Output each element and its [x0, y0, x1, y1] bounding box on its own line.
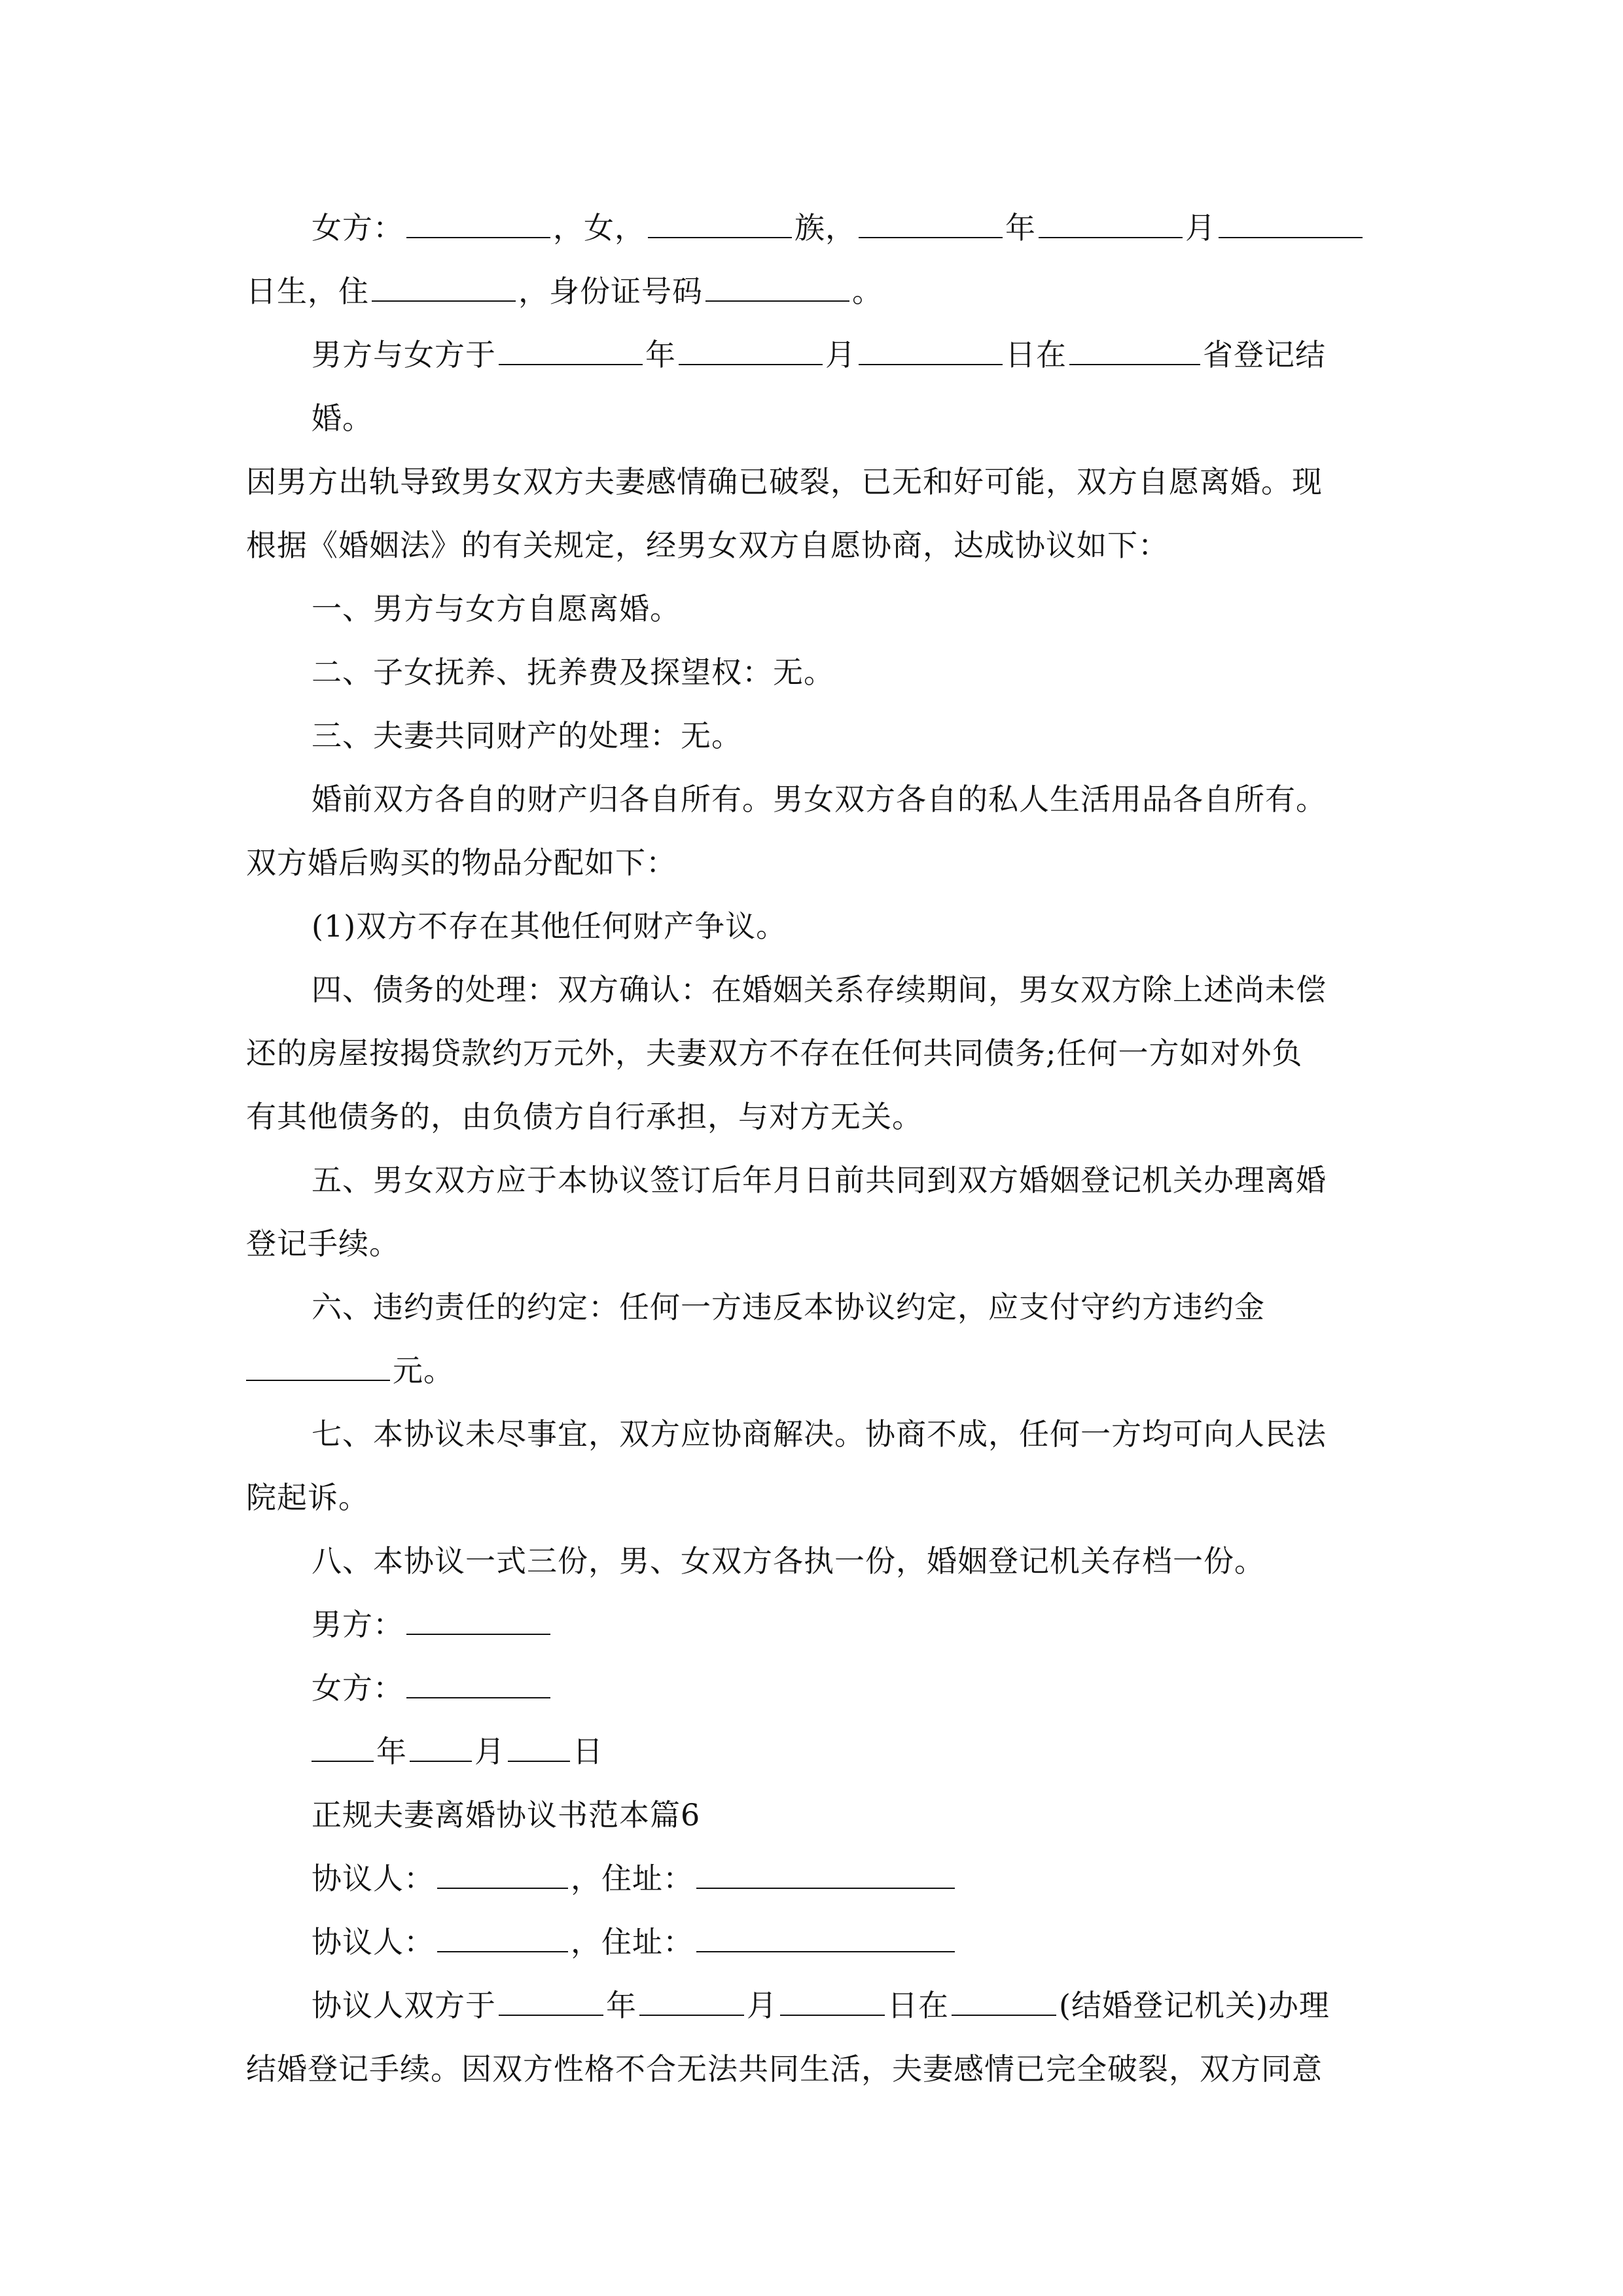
party-label: 协议人：	[312, 1924, 435, 1960]
blank-field	[696, 1950, 955, 1952]
prenup-line1: 婚前双方各自的财产归各自所有。男女双方各自的私人生活用品各自所有。	[312, 781, 1327, 817]
blank-field	[499, 363, 643, 365]
address-label: ，住址：	[571, 1924, 694, 1960]
clause-6-line1: 六、违约责任的约定：任何一方违反本协议约定，应支付守约方违约金	[312, 1289, 1265, 1325]
clause-4-line3: 有其他债务的，由负债方自行承担，与对方无关。	[246, 1099, 923, 1134]
text-segment: 日	[573, 1734, 603, 1769]
text-segment: 年	[1005, 210, 1036, 245]
blank-field	[780, 2014, 885, 2016]
party-2-line	[246, 1910, 1378, 1974]
clause-8: 八、本协议一式三份，男、女双方各执一份，婚姻登记机关存档一份。	[312, 1543, 1265, 1579]
text-segment: ，身份证号码	[518, 274, 703, 309]
woman-label: 女方：	[312, 210, 404, 245]
text-segment: 协议人双方于	[312, 1988, 496, 2023]
woman-label: 女方：	[312, 1670, 404, 1706]
blank-field	[1219, 236, 1363, 238]
clause-4-line2: 还的房屋按揭贷款约万元外，夫妻双方不存在任何共同债务;任何一方如对外负	[246, 1035, 1303, 1071]
blank-field	[410, 1760, 472, 1762]
text-segment: 省登记结婚。	[312, 337, 1326, 436]
blank-field	[859, 363, 1003, 365]
text-segment: 日在	[1005, 337, 1067, 372]
text-segment: 月	[747, 1988, 777, 2023]
blank-field	[437, 1950, 568, 1952]
blank-field	[246, 1379, 390, 1381]
text-segment: (结婚登记机关)办理	[1059, 1988, 1330, 2023]
man-label: 男方：	[312, 1607, 404, 1642]
marriage-line1	[246, 323, 1378, 450]
blank-field	[1069, 363, 1200, 365]
signature-woman	[246, 1657, 1378, 1720]
clause-6-line2	[246, 1339, 1378, 1403]
blank-field	[406, 236, 550, 238]
section-6-title: 正规夫妻离婚协议书范本篇6	[312, 1797, 701, 1833]
blank-field	[639, 2014, 744, 2016]
address-label: ，住址：	[571, 1861, 694, 1896]
document-body	[246, 196, 1378, 2101]
blank-field	[406, 1696, 550, 1698]
section-6-marriage-line1	[246, 1974, 1378, 2037]
text-segment: 年	[606, 1988, 637, 2023]
woman-intro-line1	[246, 196, 1378, 260]
text-segment: 年	[376, 1734, 407, 1769]
clause-7-line2: 院起诉。	[246, 1480, 369, 1515]
signature-man	[246, 1593, 1378, 1657]
blank-field	[372, 300, 516, 302]
prenup-line2: 双方婚后购买的物品分配如下：	[246, 845, 677, 880]
blank-field	[696, 1887, 955, 1889]
clause-2: 二、子女抚养、抚养费及探望权：无。	[312, 655, 834, 690]
text-segment: 。	[852, 274, 883, 309]
text-segment: 月	[1185, 210, 1216, 245]
blank-field	[952, 2014, 1056, 2016]
text-segment: 年	[645, 337, 676, 372]
text-segment: 月	[474, 1734, 505, 1769]
text-segment: ，女，	[553, 210, 645, 245]
clause-5-line2: 登记手续。	[246, 1226, 400, 1261]
text-segment: 族，	[794, 210, 856, 245]
clause-4-line1: 四、债务的处理：双方确认：在婚姻关系存续期间，男女双方除上述尚未偿	[312, 972, 1327, 1007]
blank-field	[499, 2014, 603, 2016]
section-6-marriage-line2: 结婚登记手续。因双方性格不合无法共同生活，夫妻感情已完全破裂，双方同意	[246, 2051, 1323, 2087]
text-segment: 月	[825, 337, 856, 372]
blank-field	[312, 1760, 374, 1762]
woman-intro-line2	[246, 260, 1378, 323]
clause-7-line1: 七、本协议未尽事宜，双方应协商解决。协商不成，任何一方均可向人民法	[312, 1416, 1327, 1452]
blank-field	[437, 1887, 568, 1889]
signature-date	[246, 1720, 1378, 1784]
blank-field	[508, 1760, 570, 1762]
blank-field	[679, 363, 823, 365]
marriage-line2: 因男方出轨导致男女双方夫妻感情确已破裂，已无和好可能，双方自愿离婚。现	[246, 464, 1323, 499]
party-label: 协议人：	[312, 1861, 435, 1896]
blank-field	[1039, 236, 1183, 238]
marriage-line3: 根据《婚姻法》的有关规定，经男女双方自愿协商，达成协议如下：	[246, 528, 1169, 563]
party-1-line	[246, 1847, 1378, 1910]
clause-1: 一、男方与女方自愿离婚。	[312, 591, 681, 626]
blank-field	[406, 1633, 550, 1635]
text-segment: 日在	[887, 1988, 949, 2023]
clause-3: 三、夫妻共同财产的处理：无。	[312, 718, 742, 753]
text-segment: 元。	[393, 1353, 454, 1388]
text-segment: 日生，住	[246, 274, 369, 309]
clause-5-line1: 五、男女双方应于本协议签订后年月日前共同到双方婚姻登记机关办理离婚	[312, 1162, 1327, 1198]
blank-field	[859, 236, 1003, 238]
sub-clause-1: (1)双方不存在其他任何财产争议。	[312, 908, 787, 944]
blank-field	[705, 300, 849, 302]
text-segment: 男方与女方于	[312, 337, 496, 372]
blank-field	[648, 236, 792, 238]
